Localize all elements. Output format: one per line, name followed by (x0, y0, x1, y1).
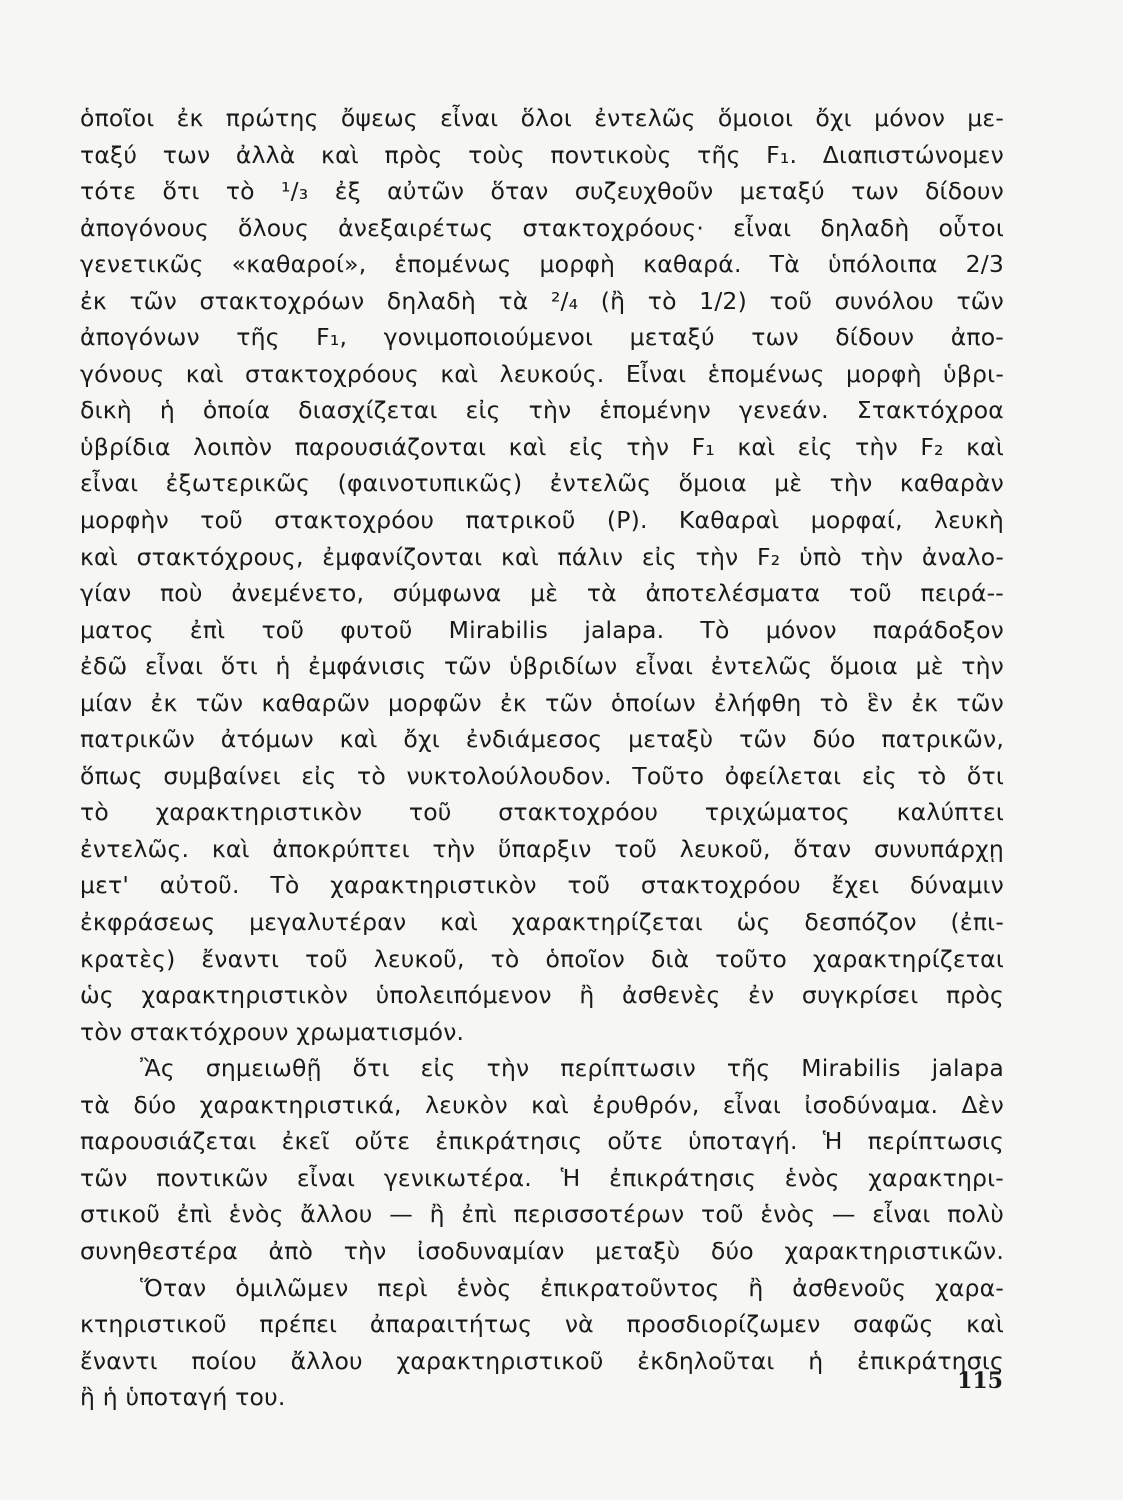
text-line: κρατὲς) ἔναντι τοῦ λευκοῦ, τὸ ὁποῖον διὰ τοῦτο χαρακτηρίζεται (80, 944, 1004, 973)
text-line: μίαν ἐκ τῶν καθαρῶν μορφῶν ἐκ τῶν ὁποίων ἐλήφθη τὸ ἓν ἐκ τῶν (80, 688, 1004, 717)
text-line: μετ' αὐτοῦ. Τὸ χαρακτηριστικὸν τοῦ στακτοχρόου ἔχει δύναμιν (80, 871, 1004, 900)
text-line: τὰ δύο χαρακτηριστικά, λευκὸν καὶ ἐρυθρόν, εἶναι ἰσοδύναμα. Δὲν (80, 1090, 1004, 1119)
text-line: μορφὴν τοῦ στακτοχρόου πατρικοῦ (P). Καθαραὶ μορφαί, λευκὴ (80, 506, 1004, 535)
text-line: ὑβρίδια λοιπὸν παρουσιάζονται καὶ εἰς τὴν F₁ καὶ εἰς τὴν F₂ καὶ (80, 432, 1004, 461)
text-line: Ἂς σημειωθῇ ὅτι εἰς τὴν περίπτωσιν τῆς Mirabilis jalapa (140, 1054, 1004, 1083)
text-line: γενετικῶς «καθαροί», ἑπομένως μορφὴ καθαρά. Τὰ ὑπόλοιπα 2/3 (80, 250, 1004, 279)
text-line: ἐντελῶς. καὶ ἀποκρύπτει τὴν ὕπαρξιν τοῦ λευκοῦ, ὅταν συνυπάρχῃ (80, 834, 1004, 863)
text-line: δικὴ ἡ ὁποία διασχίζεται εἰς τὴν ἑπομένην γενεάν. Στακτόχροα (80, 396, 1004, 425)
text-line: ἔναντι ποίου ἄλλου χαρακτηριστικοῦ ἐκδηλοῦται ἡ ἐπικράτησις (80, 1346, 1004, 1375)
text-line: ἀπογόνων τῆς F₁, γονιμοποιούμενοι μεταξύ των δίδουν ἀπο- (80, 323, 1004, 352)
page-number: 115 (957, 1368, 1003, 1394)
text-line: ταξύ των ἀλλὰ καὶ πρὸς τοὺς ποντικοὺς τῆς F₁. Διαπιστώνομεν (80, 140, 1004, 169)
text-line: συνηθεστέρα ἀπὸ τὴν ἰσοδυναμίαν μεταξὺ δύο χαρακτηριστικῶν. (80, 1236, 1004, 1265)
text-line: καὶ στακτόχρους, ἐμφανίζονται καὶ πάλιν εἰς τὴν F₂ ὑπὸ τὴν ἀναλο- (80, 542, 1004, 571)
text-line: γόνους καὶ στακτοχρόους καὶ λευκούς. Εἶναι ἑπομένως μορφὴ ὑβρι- (80, 359, 1004, 388)
text-line: ἐδῶ εἶναι ὅτι ἡ ἐμφάνισις τῶν ὑβριδίων εἶναι ἐντελῶς ὅμοια μὲ τὴν (80, 652, 1004, 681)
page-body (80, 100, 1004, 1416)
text-line: ματος ἐπὶ τοῦ φυτοῦ Mirabilis jalapa. Τὸ μόνον παράδοξον (80, 615, 1004, 644)
text-line: ἐκφράσεως μεγαλυτέραν καὶ χαρακτηρίζεται ὡς δεσπόζον (ἐπι- (80, 908, 1004, 937)
text-line: ἢ ἡ ὑποταγή του. (80, 1383, 286, 1412)
text-line: γίαν ποὺ ἀνεμένετο, σύμφωνα μὲ τὰ ἀποτελέσματα τοῦ πειρά-- (80, 579, 1004, 608)
text-line: ἀπογόνους ὅλους ἀνεξαιρέτως στακτοχρόους· εἶναι δηλαδὴ οὗτοι (80, 213, 1004, 242)
text-line: ἐκ τῶν στακτοχρόων δηλαδὴ τὰ ²/₄ (ἢ τὸ 1/2) τοῦ συνόλου τῶν (80, 286, 1004, 315)
text-line: εἶναι ἐξωτερικῶς (φαινοτυπικῶς) ἐντελῶς ὅμοια μὲ τὴν καθαρὰν (80, 469, 1004, 498)
text-line: κτηριστικοῦ πρέπει ἀπαραιτήτως νὰ προσδιορίζωμεν σαφῶς καὶ (80, 1310, 1004, 1339)
text-line: τὸν στακτόχρουν χρωματισμόν. (80, 1017, 465, 1046)
text-line: τὸ χαρακτηριστικὸν τοῦ στακτοχρόου τριχώματος καλύπτει (80, 798, 1004, 827)
text-line: ὁποῖοι ἐκ πρώτης ὄψεως εἶναι ὅλοι ἐντελῶς ὅμοιοι ὄχι μόνον με- (80, 104, 1004, 132)
text-line: ὅπως συμβαίνει εἰς τὸ νυκτολούλουδον. Τοῦτο ὀφείλεται εἰς τὸ ὅτι (80, 761, 1004, 790)
text-line: πατρικῶν ἀτόμων καὶ ὄχι ἐνδιάμεσος μεταξὺ τῶν δύο πατρικῶν, (80, 725, 1004, 754)
text-line: παρουσιάζεται ἐκεῖ οὔτε ἐπικράτησις οὔτε ὑποταγή. Ἡ περίπτωσις (80, 1127, 1004, 1156)
text-line: Ὅταν ὁμιλῶμεν περὶ ἑνὸς ἐπικρατοῦντος ἢ ἀσθενοῦς χαρα- (140, 1273, 1004, 1302)
text-line: ὡς χαρακτηριστικὸν ὑπολειπόμενον ἢ ἀσθενὲς ἐν συγκρίσει πρὸς (80, 981, 1004, 1010)
text-line: τότε ὅτι τὸ ¹/₃ ἐξ αὐτῶν ὅταν συζευχθοῦν μεταξύ των δίδουν (80, 177, 1004, 206)
text-line: τῶν ποντικῶν εἶναι γενικωτέρα. Ἡ ἐπικράτησις ἑνὸς χαρακτηρι- (80, 1163, 1004, 1192)
text-line: στικοῦ ἐπὶ ἑνὸς ἄλλου — ἢ ἐπὶ περισσοτέρων τοῦ ἑνὸς — εἶναι πολὺ (80, 1200, 1004, 1229)
